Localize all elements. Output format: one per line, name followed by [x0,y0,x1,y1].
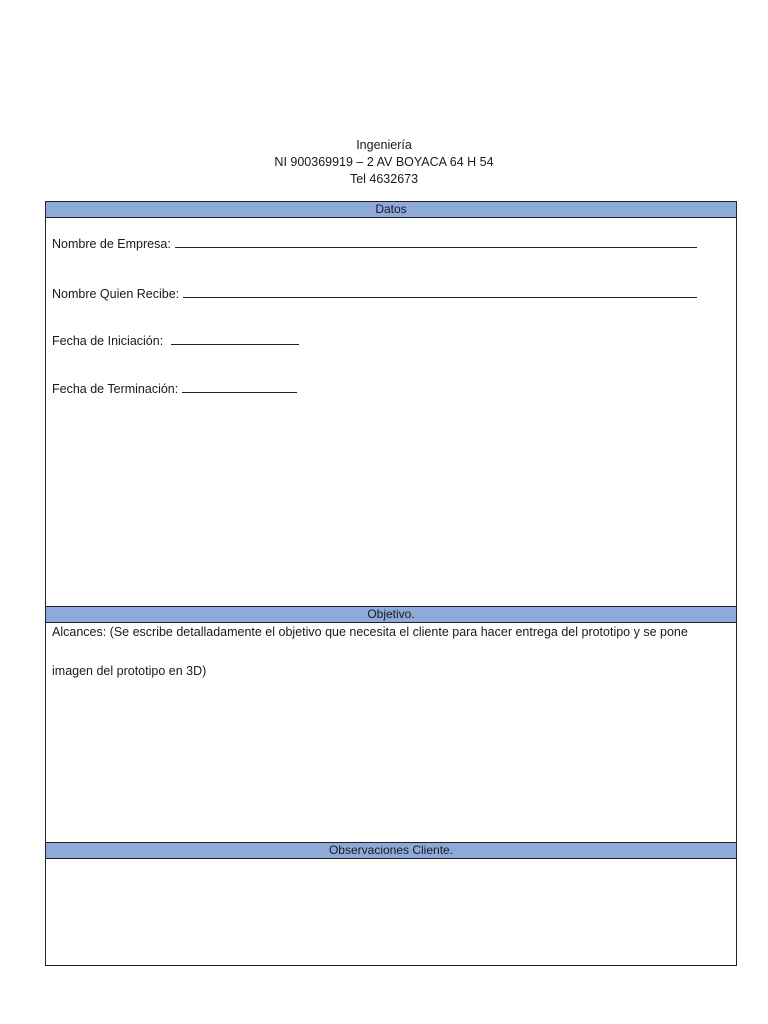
field-empresa-blank[interactable] [175,235,697,248]
company-phone: Tel 4632673 [349,172,419,186]
section-header-observaciones: Observaciones Cliente. [46,842,736,859]
field-terminacion [52,380,297,397]
field-empresa-label: Nombre de Empresa: [52,237,171,251]
form-table [45,201,737,966]
field-inicio-label: Fecha de Iniciación: [52,334,164,348]
field-inicio [52,332,299,349]
observaciones-area[interactable] [46,859,736,965]
company-name: Ingeniería [356,138,412,152]
field-terminacion-label: Fecha de Terminación: [52,382,179,396]
section-header-datos: Datos [46,201,736,218]
field-empresa [52,235,697,252]
field-terminacion-blank[interactable] [182,380,297,393]
company-address: NI 900369919 – 2 AV BOYACA 64 H 54 [274,155,494,169]
field-recibe [52,285,697,302]
objective-description: Alcances: (Se escribe detalladamente el objetivo que necesita el cliente para hacer entrega del prototipo y se pone imagen del prototipo en 3D) [52,625,688,678]
field-recibe-label: Nombre Quien Recibe: [52,287,180,301]
section-header-objetivo: Objetivo. [46,606,736,623]
field-inicio-blank[interactable] [171,332,299,345]
document-header [0,137,768,188]
field-recibe-blank[interactable] [183,285,697,298]
